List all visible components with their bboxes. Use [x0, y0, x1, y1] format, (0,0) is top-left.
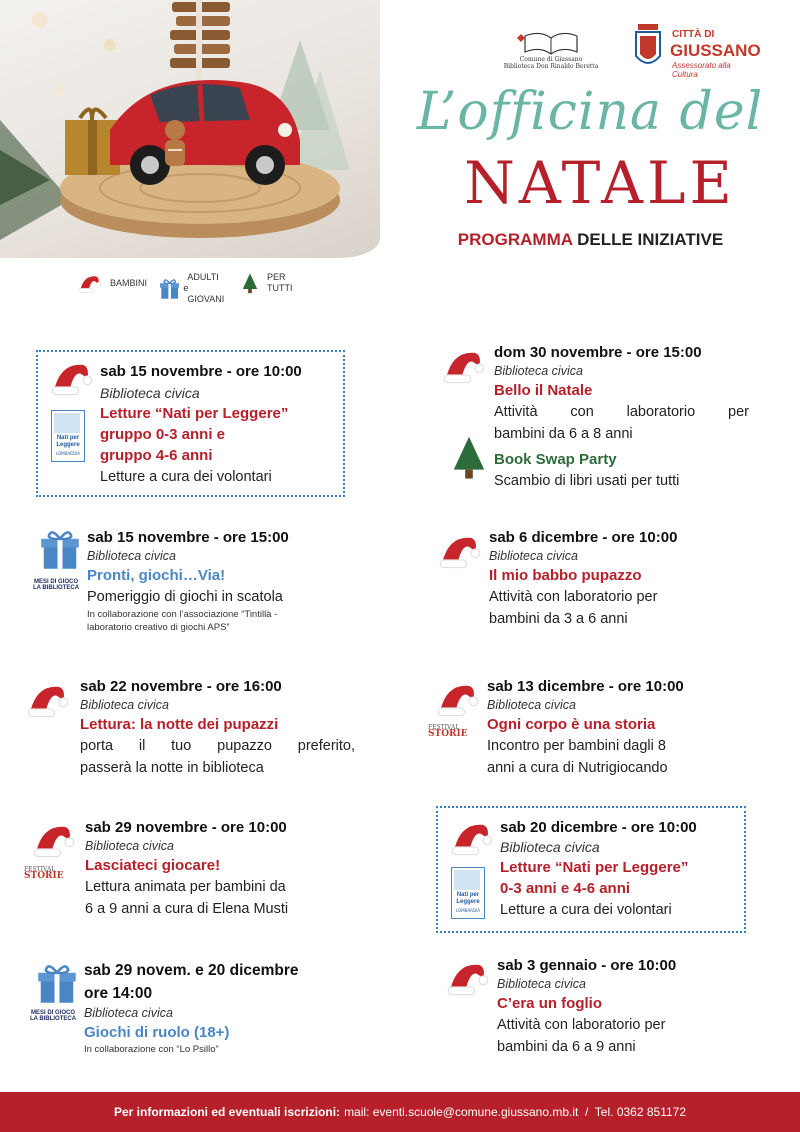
- legend-item-tutti: [241, 272, 293, 294]
- event-title: Letture “Nati per Leggere”: [500, 859, 689, 876]
- legend-label: GIOVANI: [187, 294, 225, 304]
- christmas-tree-icon: [450, 428, 488, 486]
- footer-contact-bar: [0, 1092, 800, 1132]
- event-note: In collaborazione con “Lo Psillo”: [84, 1044, 219, 1055]
- event-title: gruppo 0-3 anni e: [100, 426, 226, 443]
- event-text: passerà la notte in biblioteca: [80, 760, 264, 776]
- legend-label: TUTTI: [267, 283, 293, 293]
- gift-icon: [160, 278, 179, 300]
- event-title: Book Swap Party: [494, 451, 617, 468]
- santa-hat-icon: [78, 272, 102, 294]
- library-logo-line1: Comune di Giussano: [519, 56, 583, 63]
- event-place: Biblioteca civica: [87, 549, 176, 563]
- santa-hat-icon: [50, 358, 94, 396]
- event-place: Biblioteca civica: [84, 1006, 173, 1020]
- legend-label: PER: [267, 272, 286, 282]
- festival-storie-logo: [24, 866, 64, 880]
- event-title: Il mio babbo pupazzo: [489, 567, 642, 584]
- festival-line1: FESTIVAL: [428, 724, 460, 731]
- event-7: [489, 528, 749, 630]
- library-logo-line2: Biblioteca Don Rinaldo Beretta: [503, 63, 599, 70]
- event-4: [85, 818, 360, 920]
- event-date: sab 3 gennaio - ore 10:00: [497, 957, 677, 974]
- event-place: Biblioteca civica: [497, 977, 586, 991]
- event-title: Lettura: la notte dei pupazzi: [80, 716, 279, 733]
- event-text: anni a cura di Nutrigiocando: [487, 760, 668, 776]
- event-title: 0-3 anni e 4-6 anni: [500, 880, 631, 897]
- event-text: Letture a cura dei volontari: [500, 902, 672, 918]
- tintilla-line2: LA BIBLIOTECA: [32, 585, 80, 591]
- city-crest-icon: [632, 24, 664, 72]
- event-10: [497, 956, 747, 1058]
- event-3: [80, 677, 355, 779]
- event-text: Pomeriggio di giochi in scatola: [87, 589, 283, 605]
- tintilla-logo: [30, 579, 82, 591]
- nati-per-leggere-logo: [451, 867, 485, 919]
- event-2: [87, 528, 377, 634]
- festival-line1: FESTIVAL: [24, 866, 56, 873]
- city-department: Assessorato alla Cultura: [672, 61, 731, 79]
- event-5: [84, 959, 364, 1056]
- legend-label: ADULTI e: [183, 272, 219, 293]
- event-text: porta il tuo pupazzo preferito,: [80, 738, 355, 754]
- tintilla-line1: MESI DI GIOCO: [33, 579, 78, 585]
- library-logo: [495, 28, 607, 70]
- event-text: Letture a cura dei volontari: [100, 469, 272, 485]
- event-date: dom 30 novembre - ore 15:00: [494, 344, 702, 361]
- event-text: Attività con laboratorio per: [494, 404, 749, 420]
- event-text: Scambio di libri usati per tutti: [494, 473, 680, 489]
- event-title: Pronti, giochi…Via!: [87, 567, 226, 584]
- event-8: [487, 677, 749, 779]
- page-title: NATALE: [464, 149, 736, 217]
- event-place: Biblioteca civica: [85, 839, 174, 853]
- npl-line1: Nati per: [56, 435, 80, 441]
- hero-photo: [0, 0, 380, 258]
- gift-icon: [41, 530, 79, 570]
- event-text: bambini da 6 a 8 anni: [494, 426, 633, 442]
- footer-contact[interactable]: mail: eventi.scuole@comune.giussano.mb.it / Tel. 0362 851172: [344, 1105, 686, 1119]
- event-place: Biblioteca civica: [494, 364, 583, 378]
- tintilla-line1: MESI DI GIOCO: [30, 1010, 75, 1016]
- tintilla-logo: [27, 1010, 79, 1022]
- event-text: Incontro per bambini dagli 8: [487, 738, 666, 754]
- event-text: Attività con laboratorio per: [489, 589, 658, 605]
- event-title: Bello il Natale: [494, 382, 593, 399]
- festival-line2: STORIE: [428, 729, 468, 739]
- santa-hat-icon: [450, 818, 494, 856]
- event-date: sab 29 novem. e 20 dicembre: [84, 962, 299, 979]
- npl-region: LOMBARDIA: [56, 451, 80, 456]
- event-title: C’era un foglio: [497, 995, 602, 1012]
- legend-item-adulti: [160, 272, 225, 305]
- npl-line1: Nati per: [456, 892, 480, 898]
- event-text: bambini da 6 a 9 anni: [497, 1039, 636, 1055]
- event-note: laboratorio creativo di giochi APS”: [87, 622, 230, 633]
- event-title: Ogni corpo è una storia: [487, 716, 656, 733]
- city-logo: [632, 24, 761, 79]
- nati-per-leggere-logo: [51, 410, 85, 462]
- npl-line2: Leggere: [56, 442, 80, 448]
- subtitle-highlight: PROGRAMMA: [457, 230, 573, 249]
- city-prefix: CITTÀ DI: [672, 29, 715, 40]
- open-book-icon: [495, 28, 607, 56]
- santa-hat-icon: [436, 679, 480, 717]
- event-date: sab 6 dicembre - ore 10:00: [489, 529, 678, 546]
- event-text: Lettura animata per bambini da: [85, 879, 286, 895]
- santa-hat-icon: [446, 958, 490, 996]
- festival-storie-logo: [428, 724, 468, 738]
- npl-region: LOMBARDIA: [456, 908, 480, 913]
- subtitle-rest: DELLE INIZIATIVE: [572, 230, 724, 249]
- page-subtitle: [418, 230, 763, 250]
- event-date: sab 20 dicembre - ore 10:00: [500, 819, 697, 836]
- event-9: [500, 818, 736, 921]
- event-date: sab 15 novembre - ore 15:00: [87, 529, 289, 546]
- event-title: Giochi di ruolo (18+): [84, 1024, 230, 1041]
- event-date: sab 15 novembre - ore 10:00: [100, 363, 302, 380]
- event-6: [494, 343, 749, 492]
- event-text: 6 a 9 anni a cura di Elena Musti: [85, 901, 289, 917]
- legend-item-bambini: [78, 272, 147, 294]
- event-date: sab 22 novembre - ore 16:00: [80, 678, 282, 695]
- city-name: GIUSSANO: [670, 41, 761, 60]
- event-text: Attività con laboratorio per: [497, 1017, 666, 1033]
- title-script: L’officina del: [416, 82, 764, 142]
- event-title: Letture “Nati per Leggere”: [100, 405, 289, 422]
- event-date: sab 13 dicembre - ore 10:00: [487, 678, 684, 695]
- gift-icon: [38, 964, 76, 1004]
- santa-hat-icon: [32, 820, 76, 858]
- event-1: [100, 362, 335, 488]
- legend-label: BAMBINI: [110, 277, 148, 288]
- event-title: Lasciateci giocare!: [85, 857, 221, 874]
- event-text: bambini da 3 a 6 anni: [489, 611, 628, 627]
- santa-hat-icon: [26, 680, 70, 718]
- event-place: Biblioteca civica: [80, 698, 169, 712]
- tintilla-line2: LA BIBLIOTECA: [29, 1016, 77, 1022]
- event-note: In collaborazione con l’associazione “Tintillà -: [87, 609, 278, 620]
- event-place: Biblioteca civica: [487, 698, 576, 712]
- christmas-tree-icon: [241, 272, 259, 294]
- npl-line2: Leggere: [456, 899, 480, 905]
- festival-line2: STORIE: [24, 871, 64, 881]
- event-place: Biblioteca civica: [100, 385, 200, 401]
- event-place: Biblioteca civica: [489, 549, 578, 563]
- santa-hat-icon: [442, 346, 486, 384]
- footer-label: Per informazioni ed eventuali iscrizioni:: [114, 1105, 341, 1119]
- event-title: gruppo 4-6 anni: [100, 447, 213, 464]
- event-date: sab 29 novembre - ore 10:00: [85, 819, 287, 836]
- event-date: ore 14:00: [84, 985, 153, 1002]
- christmas-car-illustration: [0, 0, 380, 258]
- santa-hat-icon: [438, 531, 482, 569]
- event-place: Biblioteca civica: [500, 839, 600, 855]
